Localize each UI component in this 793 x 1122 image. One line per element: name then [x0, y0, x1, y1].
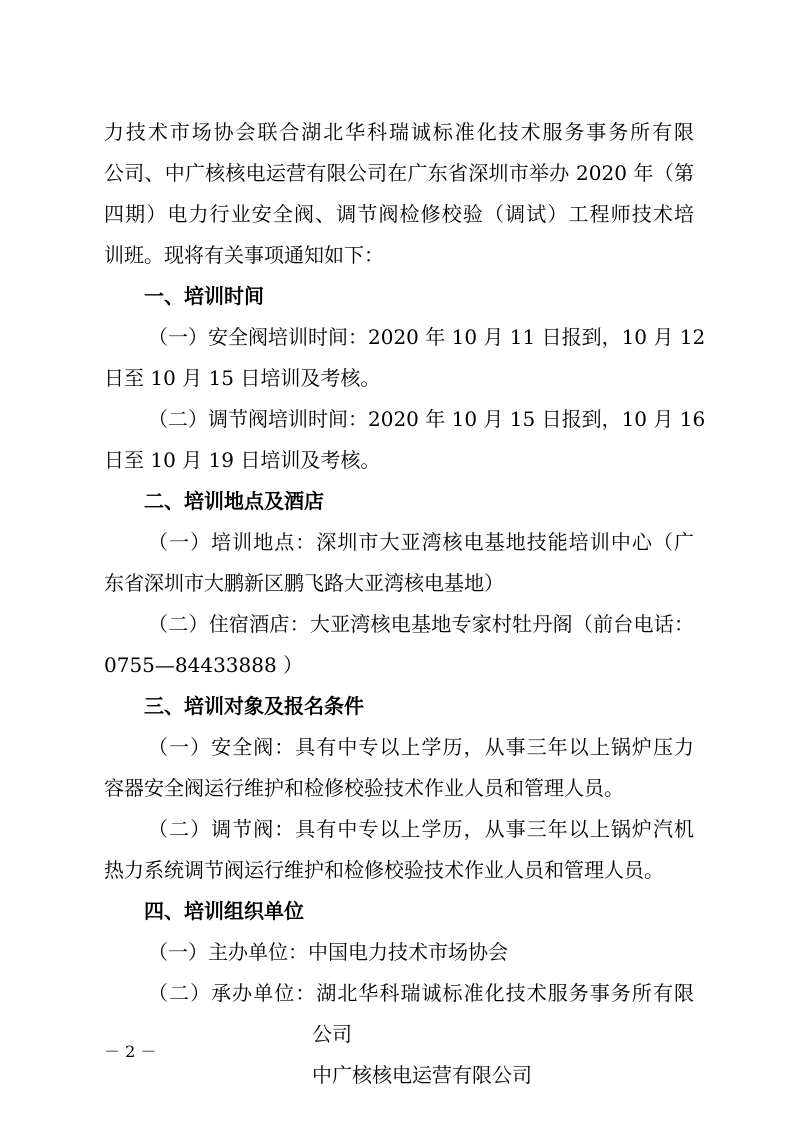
- section-4-item-2-line-2: 公司: [312, 1022, 352, 1046]
- intro-line-2: 公司、中广核核电运营有限公司在广东省深圳市举办 2020 年（第: [104, 161, 694, 185]
- section-3-item-2-line-1: （二）调节阀：具有中专以上学历，从事三年以上锅炉汽机: [148, 817, 694, 841]
- section-4-item-2-line-1: （二）承办单位：湖北华科瑞诚标准化技术服务事务所有限: [148, 981, 694, 1005]
- section-2-item-2-line-2: 0755—84433888 ）: [104, 653, 304, 677]
- section-4-item-2-line-3: 中广核核电运营有限公司: [312, 1063, 532, 1087]
- section-1-item-2-line-2: 日至 10 月 19 日培训及考核。: [104, 448, 381, 472]
- section-2-item-1-line-2: 东省深圳市大鹏新区鹏飞路大亚湾核电基地）: [104, 571, 504, 595]
- section-2-item-2-line-1: （二）住宿酒店：大亚湾核电基地专家村牡丹阁（前台电话：: [148, 612, 694, 636]
- intro-line-4: 训班。现将有关事项通知如下：: [104, 243, 384, 267]
- section-3-heading: 三、培训对象及报名条件: [144, 694, 364, 718]
- section-1-item-1-line-1: （一）安全阀培训时间：2020 年 10 月 11 日报到，10 月 12: [148, 325, 706, 349]
- section-2-heading: 二、培训地点及酒店: [144, 489, 324, 513]
- section-4-heading: 四、培训组织单位: [144, 899, 304, 923]
- section-3-item-1-line-1: （一）安全阀：具有中专以上学历，从事三年以上锅炉压力: [148, 735, 694, 759]
- section-1-item-1-line-2: 日至 10 月 15 日培训及考核。: [104, 366, 381, 390]
- section-4-item-1: （一）主办单位：中国电力技术市场协会: [148, 940, 508, 964]
- section-1-item-2-line-1: （二）调节阀培训时间：2020 年 10 月 15 日报到，10 月 16: [148, 407, 706, 431]
- intro-line-1: 力技术市场协会联合湖北华科瑞诚标准化技术服务事务所有限: [104, 120, 694, 144]
- section-1-heading: 一、培训时间: [144, 284, 264, 308]
- intro-line-3: 四期）电力行业安全阀、调节阀检修校验（调试）工程师技术培: [104, 202, 694, 226]
- section-3-item-1-line-2: 容器安全阀运行维护和检修校验技术作业人员和管理人员。: [104, 776, 624, 800]
- page-number: － 2 －: [104, 1042, 157, 1061]
- section-2-item-1-line-1: （一）培训地点：深圳市大亚湾核电基地技能培训中心（广: [148, 530, 694, 554]
- section-3-item-2-line-2: 热力系统调节阀运行维护和检修校验技术作业人员和管理人员。: [104, 858, 664, 882]
